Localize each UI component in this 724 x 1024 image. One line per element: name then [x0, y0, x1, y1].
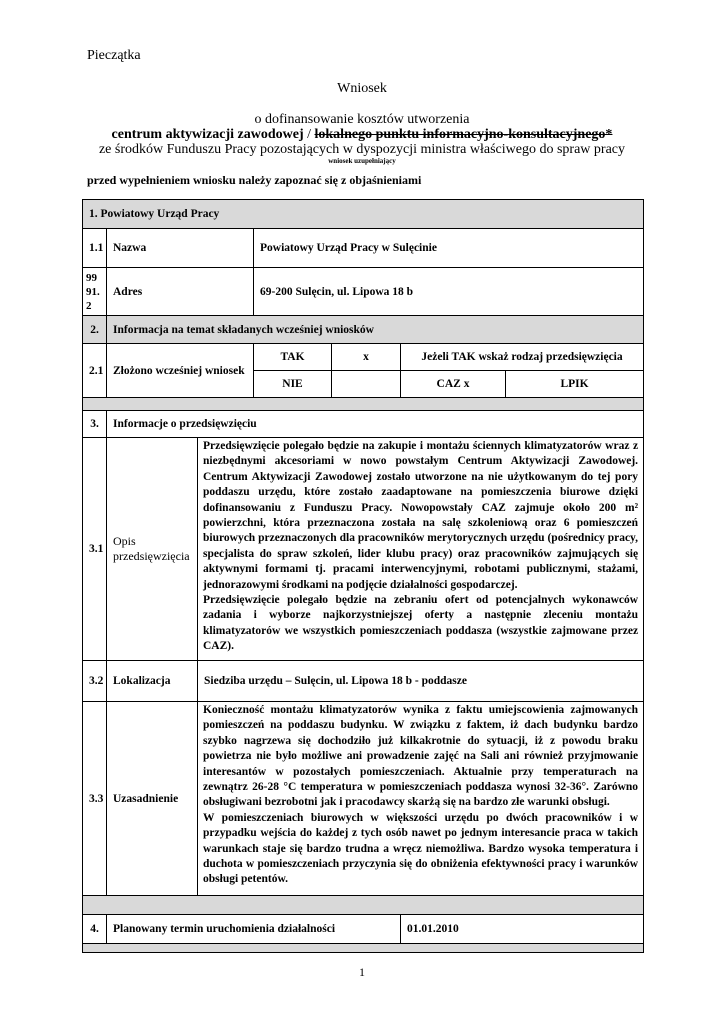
section-2-heading: Informacja na temat składanych wcześniej wniosków [107, 316, 644, 344]
launch-date-value: 01.01.2010 [401, 915, 644, 944]
form-title: Wniosek [337, 81, 387, 96]
previous-application-label: Złożono wcześniej wniosek [107, 344, 254, 398]
row-3-3-number: 3.3 [83, 702, 107, 896]
section-3-number: 3. [83, 411, 107, 438]
instruction-note: przed wypełnieniem wniosku należy zapoznać się z objaśnieniami [87, 173, 422, 187]
caz-option: CAZ x [401, 371, 506, 398]
spacer-row [83, 398, 644, 411]
name-label: Nazwa [107, 229, 254, 268]
office-address-value: 69-200 Sulęcin, ul. Lipowa 18 b [254, 268, 644, 316]
description-paragraph-1: Przedsięwzięcie polegało będzie na zakupie i montażu ściennych klimatyzatorów wraz z niezbędnymi akcesoriami w nowo powstałym Centrum Aktywizacji Zawodowej. Centrum Aktywizacji Zawodowej zostało utworzone na nie użytkowanym do tej pory poddaszu urzędu, które zostało zaadaptowane na pomieszczenia biurowe dzięki dofinansowaniu z Funduszu Pracy. Nowopowstały CAZ zajmuje około 200 m² powierzchni, która przeznaczona została na salę szkoleniową oraz 6 pomieszczeń biurowych przeznaczonych dla pracowników merytorycznych urzędu (pośrednicy pracy, specjalista do spraw szkoleń, lider klubu pracy) oraz pracowników zajmujących się aktywnymi formami tj. pracami interwencyjnymi, robotami publicznymi, stażami, jednorazowymi środkami na podjęcie działalności gospodarczej. [203, 440, 639, 591]
spacer-row [83, 944, 644, 953]
description-label: Opis przedsięwzięcia [107, 438, 198, 661]
yes-option-label: TAK [254, 344, 332, 371]
justification-text [198, 702, 644, 896]
no-option-mark [332, 371, 401, 398]
location-label: Lokalizacja [107, 661, 198, 702]
section-1-heading: 1. Powiatowy Urząd Pracy [83, 200, 644, 229]
description-paragraph-2: Przedsięwzięcie polegało będzie na zebraniu ofert od potencjalnych wykonawców zadania i wyborze najkorzystniejszej oferty a następnie zleceniu montażu klimatyzatorów we wszystkich pomieszczeniach poddasza (wszystkie zajmowane przez CAZ). [203, 594, 639, 653]
form-type-separator: / [303, 127, 315, 142]
justification-paragraph-1: Konieczność montażu klimatyzatorów wynika z faktu umiejscowienia zajmowanych pomieszczeń na poddaszu budynku. W związku z faktem, iż dach budynku bardzo szybko nagrzewa się dochodziło już kilkakrotnie do sytuacji, iż z powodu braku powietrza nie było możliwe ani prowadzenie zajęć na Sali ani również przyjmowanie interesantów w pozostałych pomieszczeniach. Aktualnie przy temperaturach na zewnątrz 26-28 °C temperatura w pomieszczeniach poddasza wynosi 32-36°. Zarówno obsługiwani bezrobotni jak i pracodawcy skarżą się na bardzo złe warunki obsługi. [203, 704, 639, 809]
row-2-1-number: 2.1 [83, 344, 107, 398]
row-3-2-number: 3.2 [83, 661, 107, 702]
justification-paragraph-2: W pomieszczeniach biurowych w większości urzędu po dwóch pracowników i w przypadku wejścia do każdej z tych osób nawet po jednym interesancie praca w takich warunkach staje się bardzo trudna a wręcz niemożliwa. Bardzo wysoka temperatura i duchota w pomieszczeniach przyczynia się do obniżenia efektywności pracy i warunków obsługi petentów. [203, 811, 639, 886]
form-subtitle: o dofinansowanie kosztów utworzenia [254, 112, 470, 127]
row-1-2-number: 99 91. 2 [83, 268, 107, 316]
section-4-number: 4. [83, 915, 107, 944]
form-type-struck: lokalnego punktu informacyjno-konsultacyjnego* [314, 127, 613, 142]
form-type-selected: centrum aktywizacji zawodowej [111, 127, 304, 142]
row-3-1-number: 3.1 [83, 438, 107, 661]
spacer-row [83, 896, 644, 915]
yes-option-mark: x [332, 344, 401, 371]
row-1-1-number: 1.1 [83, 229, 107, 268]
application-form-table [82, 199, 644, 953]
supplementary-note: wniosek uzupełniający [328, 157, 396, 165]
no-option-label: NIE [254, 371, 332, 398]
section-3-heading: Informacje o przedsięwzięciu [107, 411, 644, 438]
yes-note: Jeżeli TAK wskaż rodzaj przedsięwzięcia [401, 344, 644, 371]
address-label: Adres [107, 268, 254, 316]
section-2-number: 2. [83, 316, 107, 344]
justification-label: Uzasadnienie [107, 702, 198, 896]
page-number: 1 [359, 965, 365, 979]
location-value: Siedziba urzędu – Sulęcin, ul. Lipowa 18 b - poddasze [198, 661, 644, 702]
project-description [198, 438, 644, 661]
office-name-value: Powiatowy Urząd Pracy w Sulęcinie [254, 229, 644, 268]
lpik-option: LPIK [506, 371, 644, 398]
launch-date-label: Planowany termin uruchomienia działalności [107, 915, 401, 944]
funding-source-line: ze środków Funduszu Pracy pozostających w dyspozycji ministra właściwego do spraw pracy [98, 142, 626, 157]
form-type-line [0, 127, 724, 143]
stamp-label: Pieczątka [87, 48, 141, 63]
